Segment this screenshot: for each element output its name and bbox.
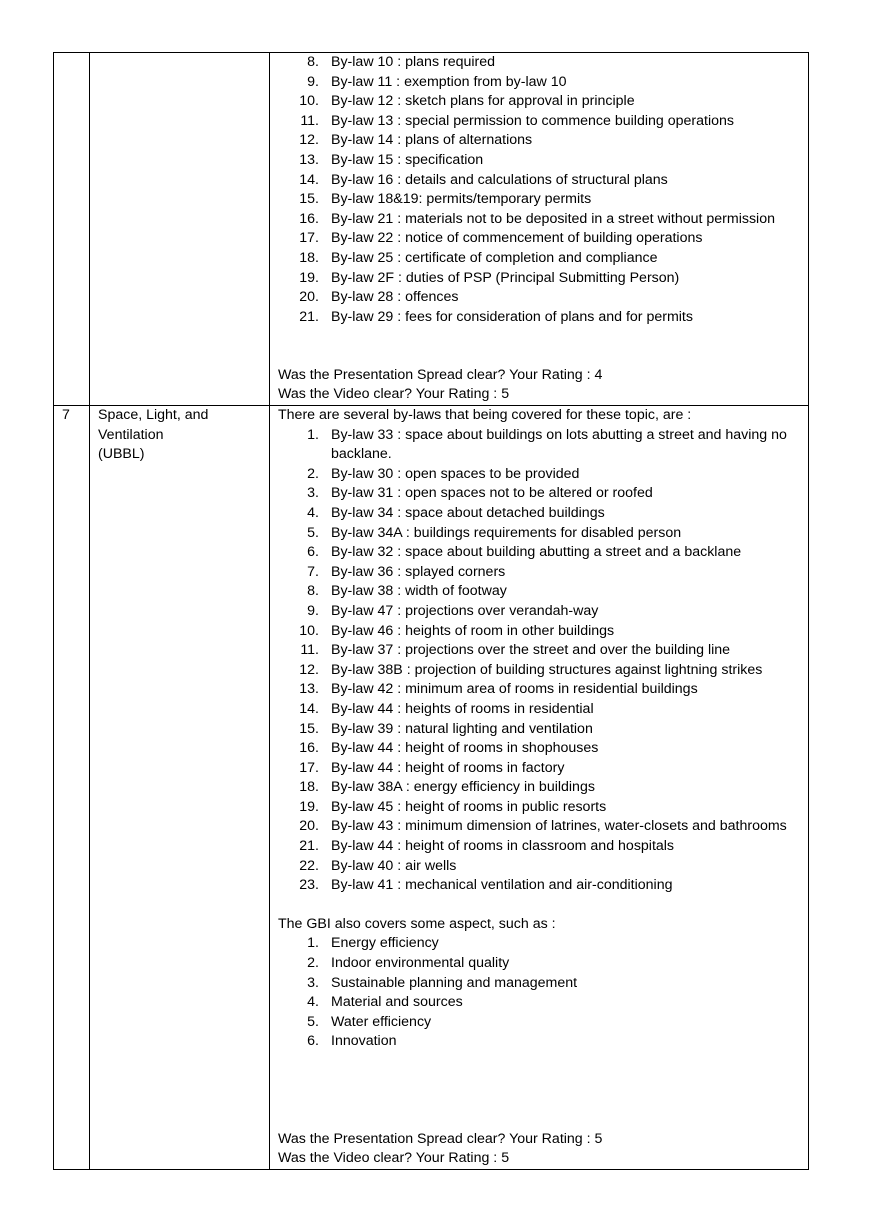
list-item [278, 131, 802, 151]
list-item-number: 10. [299, 93, 319, 110]
list-item-number: 8. [307, 54, 319, 70]
list-item-text: By-law 39 : natural lighting and ventilation [331, 720, 593, 737]
list-item [278, 190, 802, 210]
list-item-text: By-law 41 : mechanical ventilation and air-conditioning [331, 877, 673, 894]
list-item-number: 4. [307, 504, 319, 521]
list-item-number: 5. [307, 524, 319, 541]
list-item-text: By-law 40 : air wells [331, 857, 457, 874]
table-row [54, 406, 809, 1170]
list-item-number: 6. [307, 1033, 319, 1050]
list-item-text: By-law 44 : height of rooms in classroom and hospitals [331, 838, 675, 855]
presentation-rating: Was the Presentation Spread clear? Your Rating : 4 [278, 366, 603, 383]
list-item-text: By-law 12 : sketch plans for approval in principle [331, 93, 635, 110]
list-item-text: By-law 38 : width of footway [331, 583, 507, 600]
list-item-text: By-law 42 : minimum area of rooms in residential buildings [331, 681, 698, 698]
list-item-number: 2. [307, 955, 319, 972]
list-item [278, 876, 802, 896]
bylaw-list [278, 53, 802, 327]
list-item-text: By-law 34 : space about detached buildings [331, 504, 605, 521]
list-item-number: 21. [299, 838, 319, 855]
list-item-text: By-law 11 : exemption from by-law 10 [331, 73, 567, 90]
list-item-text: By-law 28 : offences [331, 289, 459, 306]
list-item [278, 857, 802, 877]
list-item [278, 700, 802, 720]
list-item [278, 465, 802, 485]
list-item-number: 18. [299, 249, 319, 266]
list-item [278, 622, 802, 642]
list-item-text: By-law 29 : fees for consideration of plans and for permits [331, 308, 693, 325]
list-item [278, 680, 802, 700]
list-item-text: By-law 37 : projections over the street and over the building line [331, 642, 731, 659]
list-item [278, 308, 802, 328]
gbi-list [278, 934, 802, 1052]
list-item [278, 641, 802, 661]
list-item-text: Sustainable planning and management [331, 974, 578, 991]
rating-block [278, 1130, 802, 1169]
list-item [278, 426, 802, 465]
topic-line: (UBBL) [98, 446, 145, 463]
topic-line: Space, Light, and [98, 407, 209, 423]
list-item [278, 582, 802, 602]
row-number-cell: 7 [54, 406, 90, 1170]
list-item [278, 934, 802, 954]
list-item [278, 798, 802, 818]
list-item-number: 7. [307, 563, 319, 580]
list-item-text: By-law 16 : details and calculations of structural plans [331, 171, 668, 188]
list-item [278, 974, 802, 994]
list-item [278, 543, 802, 563]
list-item-number: 16. [299, 210, 319, 227]
presentation-rating: Was the Presentation Spread clear? Your Rating : 5 [278, 1130, 603, 1147]
list-item-text: By-law 25 : certificate of completion and compliance [331, 249, 658, 266]
list-item [278, 249, 802, 269]
list-item-number: 21. [299, 308, 319, 325]
evaluation-table [53, 52, 809, 1170]
list-item-number: 2. [307, 465, 319, 482]
list-item-text: By-law 33 : space about buildings on lots abutting a street and having no backlane. [331, 426, 787, 463]
list-item-text: By-law 38A : energy efficiency in buildings [331, 779, 595, 796]
list-item-number: 15. [299, 720, 319, 737]
rating-block [278, 366, 802, 405]
list-item-number: 9. [307, 602, 319, 619]
list-item-text: By-law 45 : height of rooms in public resorts [331, 798, 607, 815]
list-item [278, 53, 802, 73]
list-item-number: 9. [307, 73, 319, 90]
list-item-number: 16. [299, 740, 319, 757]
content-cell [270, 53, 809, 406]
list-item [278, 661, 802, 681]
list-item [278, 504, 802, 524]
list-item-text: By-law 2F : duties of PSP (Principal Submitting Person) [331, 269, 680, 286]
list-item-text: Innovation [331, 1033, 397, 1050]
list-item-number: 19. [299, 798, 319, 815]
list-item [278, 1032, 802, 1052]
table-row [54, 53, 809, 406]
list-item-text: By-law 46 : heights of room in other buildings [331, 622, 615, 639]
list-item [278, 739, 802, 759]
list-item-number: 19. [299, 269, 319, 286]
list-item [278, 229, 802, 249]
list-item-text: Water efficiency [331, 1013, 432, 1030]
list-item-text: By-law 44 : height of rooms in factory [331, 759, 565, 776]
list-item [278, 720, 802, 740]
topic-cell [90, 406, 270, 1170]
list-item [278, 759, 802, 779]
gbi-intro: The GBI also covers some aspect, such as : [278, 915, 556, 932]
list-item [278, 151, 802, 171]
list-item-text: By-law 47 : projections over verandah-way [331, 602, 599, 619]
list-item-text: Material and sources [331, 994, 463, 1011]
list-item-text: By-law 18&19: permits/temporary permits [331, 191, 592, 208]
list-item-text: Energy efficiency [331, 935, 439, 952]
list-item [278, 1013, 802, 1033]
list-item-number: 11. [300, 112, 319, 129]
list-item-number: 13. [299, 681, 319, 698]
list-item-number: 8. [307, 583, 319, 600]
list-item [278, 73, 802, 93]
list-item-number: 11. [300, 642, 319, 659]
list-item-number: 17. [299, 759, 319, 776]
list-item-number: 1. [307, 426, 319, 443]
list-item-number: 5. [307, 1013, 319, 1030]
list-item-number: 14. [299, 171, 319, 188]
list-item-number: 4. [307, 994, 319, 1011]
list-item-text: By-law 30 : open spaces to be provided [331, 465, 580, 482]
list-item-number: 12. [299, 661, 319, 678]
list-item-number: 14. [299, 700, 319, 717]
list-item [278, 954, 802, 974]
list-item [278, 210, 802, 230]
list-item [278, 602, 802, 622]
list-item [278, 778, 802, 798]
list-item [278, 171, 802, 191]
list-item-text: By-law 44 : heights of rooms in residential [331, 700, 594, 717]
list-item-number: 13. [299, 151, 319, 168]
list-item [278, 288, 802, 308]
list-item-number: 18. [299, 779, 319, 796]
list-item-text: By-law 22 : notice of commencement of building operations [331, 230, 703, 247]
list-item-text: By-law 34A : buildings requirements for disabled person [331, 524, 682, 541]
list-item-text: By-law 31 : open spaces not to be altered or roofed [331, 485, 653, 502]
list-item-number: 23. [299, 877, 319, 894]
list-item [278, 993, 802, 1013]
list-item-text: Indoor environmental quality [331, 955, 510, 972]
list-item [278, 817, 802, 837]
list-item [278, 837, 802, 857]
video-rating: Was the Video clear? Your Rating : 5 [278, 1150, 510, 1167]
list-item-text: By-law 38B : projection of building structures against lightning strikes [331, 661, 763, 678]
list-item [278, 269, 802, 289]
list-item-number: 10. [299, 622, 319, 639]
list-item-text: By-law 14 : plans of alternations [331, 132, 533, 149]
list-item-number: 20. [299, 818, 319, 835]
content-cell [270, 406, 809, 1170]
topic-cell [90, 53, 270, 406]
topic-line: Ventilation [98, 426, 164, 443]
bylaw-list [278, 426, 802, 896]
list-item-number: 12. [299, 132, 319, 149]
list-item-text: By-law 13 : special permission to commence building operations [331, 112, 734, 129]
list-item-text: By-law 15 : specification [331, 151, 484, 168]
list-item [278, 112, 802, 132]
list-item-text: By-law 43 : minimum dimension of latrines, water-closets and bathrooms [331, 818, 787, 835]
list-item-text: By-law 10 : plans required [331, 54, 496, 70]
list-item-number: 20. [299, 289, 319, 306]
list-item-number: 3. [307, 974, 319, 991]
list-item-number: 3. [307, 485, 319, 502]
list-item [278, 524, 802, 544]
list-item-number: 1. [307, 935, 319, 952]
list-item-number: 22. [299, 857, 319, 874]
video-rating: Was the Video clear? Your Rating : 5 [278, 386, 510, 403]
list-item-text: By-law 44 : height of rooms in shophouses [331, 740, 599, 757]
bylaw-intro: There are several by-laws that being covered for these topic, are : [278, 407, 692, 423]
list-item-text: By-law 32 : space about building abutting a street and a backlane [331, 544, 742, 561]
list-item [278, 484, 802, 504]
list-item [278, 92, 802, 112]
row-number-cell [54, 53, 90, 406]
list-item-number: 15. [299, 191, 319, 208]
list-item-text: By-law 36 : splayed corners [331, 563, 506, 580]
list-item [278, 563, 802, 583]
list-item-text: By-law 21 : materials not to be deposited in a street without permission [331, 210, 775, 227]
list-item-number: 6. [307, 544, 319, 561]
list-item-number: 17. [299, 230, 319, 247]
